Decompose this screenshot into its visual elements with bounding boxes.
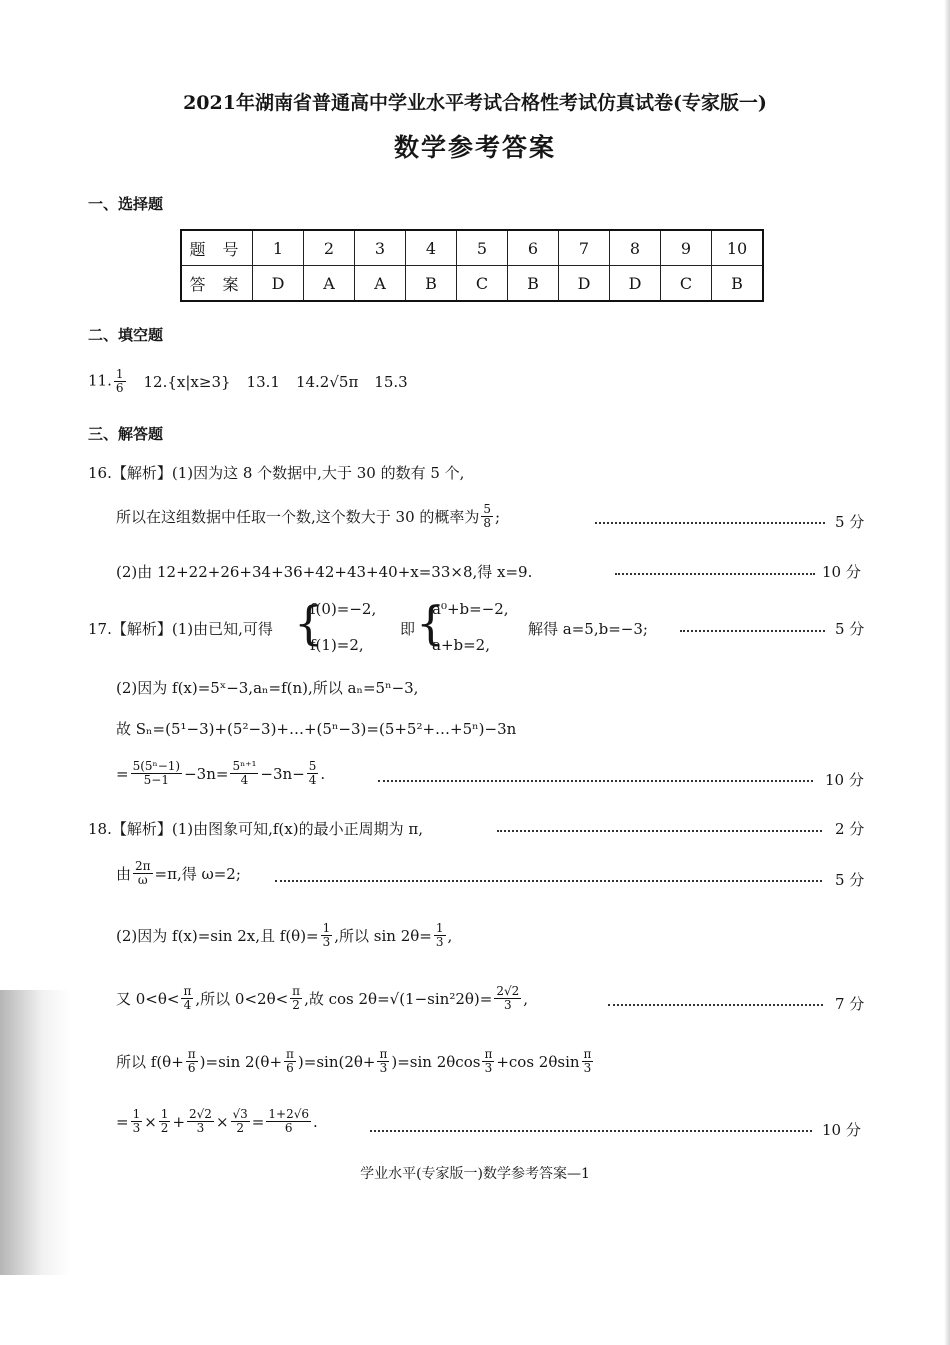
fraction: $\frac{1}{3}$ (132, 1107, 141, 1135)
score-label: 10 分 (822, 1121, 861, 1139)
q18-line5: 所以 f(θ+ $\frac{\pi}{6}$ )=sin 2(θ+ $\frac{\pi}{6}$ )=sin(2θ+ $\frac{\pi}{3}$ )=sin 2θcos $\frac{\pi}{3}$ +cos 2θsin $\frac{\pi}{3}$ (116, 1047, 592, 1075)
q16-line3: (2)由 12+22+26+34+36+42+43+40+x=33×8,得 x=9. (116, 563, 533, 581)
question-number: 8 (610, 230, 661, 266)
fraction: $\frac{1}{2}$ (160, 1107, 169, 1135)
answer-cell: A (304, 266, 355, 302)
fill-answers (88, 368, 408, 395)
q17-lead: 17.【解析】(1)由已知,可得 (88, 620, 273, 638)
question-number: 7 (559, 230, 610, 266)
fraction: $\frac{5}{8}$ (483, 502, 492, 530)
question-number: 2 (304, 230, 355, 266)
answer-cell: B (712, 266, 764, 302)
q17-system1-a: f(0)=−2, (310, 600, 377, 618)
q17-system2-b: a+b=2, (432, 636, 490, 654)
fraction: $\frac{2\pi}{\omega}$ (135, 859, 151, 887)
answer-cell: C (661, 266, 712, 302)
q16-line2: 所以在这组数据中任取一个数,这个数大于 30 的概率为 $\frac{5}{8}$ ; (116, 502, 501, 530)
answer-12: 12.{x|x≥3} (143, 372, 231, 391)
fraction: $\frac{1+2√6}{6}$ (268, 1107, 309, 1135)
q18-line6: = $\frac{1}{3}$ × $\frac{1}{2}$ + $\frac{2√2}{3}$ × $\frac{√3}{2}$ = $\frac{1+2√6}{6}$ . (116, 1107, 318, 1135)
section-heading-choice: 一、选择题 (88, 195, 164, 213)
fraction: $\frac{1}{6}$ (115, 367, 124, 395)
leader-dots (370, 1130, 812, 1132)
q16-line1: 16.【解析】(1)因为这 8 个数据中,大于 30 的数有 5 个, (88, 464, 465, 482)
score-label: 10 分 (825, 771, 864, 789)
leader-dots (497, 830, 822, 832)
question-number: 5 (457, 230, 508, 266)
q17-mid: 即 (400, 620, 416, 638)
question-number: 1 (253, 230, 304, 266)
q17-system2-a: a⁰+b=−2, (432, 600, 509, 618)
answer-13: 13.1 (246, 372, 280, 391)
fraction: $\frac{\text{5ⁿ⁺¹}}{4}$ (232, 759, 257, 787)
question-number: 9 (661, 230, 712, 266)
score-label: 10 分 (822, 563, 861, 581)
q18-line4: 又 0<θ< $\frac{\pi}{4}$ ,所以 0<2θ< $\frac{\pi}{2}$ ,故 cos 2θ=√(1−sin²2θ)= $\frac{2√2}{3}$ , (116, 984, 529, 1012)
fraction: $\frac{2√2}{3}$ (189, 1107, 212, 1135)
fraction: $\frac{2√2}{3}$ (496, 984, 520, 1012)
answer-11: 11. $\frac{1}{6}$ (88, 367, 124, 395)
leader-dots (378, 780, 813, 782)
section-heading-fill: 二、填空题 (88, 326, 164, 344)
q17-solve: 解得 a=5,b=−3; (528, 620, 648, 638)
answer-cell: D (559, 266, 610, 302)
answer-cell: A (355, 266, 406, 302)
page-title: 2021年湖南省普通高中学业水平考试合格性考试仿真试卷(专家版一) (183, 92, 767, 114)
leader-dots (680, 630, 825, 632)
answer-14: 14.2√5π (295, 372, 359, 391)
score-label: 7 分 (835, 995, 865, 1013)
fraction: $\frac{\pi}{6}$ (286, 1047, 294, 1075)
fraction: $\frac{5}{4}$ (308, 759, 317, 787)
fraction: $\frac{1}{3}$ (435, 921, 444, 949)
question-number: 3 (355, 230, 406, 266)
fraction: $\frac{√3}{2}$ (232, 1107, 248, 1135)
q18-line1: 18.【解析】(1)由图象可知,f(x)的最小正周期为 π, (88, 820, 423, 838)
row-label: 题 号 (181, 230, 253, 266)
fraction: $\frac{\pi}{4}$ (183, 984, 192, 1012)
answer-15: 15.3 (374, 372, 408, 391)
page-subtitle: 数学参考答案 (393, 133, 556, 162)
fraction: $\frac{\pi}{3}$ (379, 1047, 388, 1075)
leader-dots (595, 522, 825, 524)
q18-line3: (2)因为 f(x)=sin 2x,且 f(θ)= $\frac{1}{3}$ ,所以 sin 2θ= $\frac{1}{3}$ , (116, 921, 453, 949)
q17-line4: = $\frac{\text{5(5ⁿ−1)}}{5-1}$ −3n= $\frac{\text{5ⁿ⁺¹}}{4}$ −3n− $\frac{5}{4}$ . (116, 759, 326, 787)
question-number: 6 (508, 230, 559, 266)
table-row-answers (181, 266, 763, 302)
q17-system1-b: f(1)=2, (310, 636, 364, 654)
score-label: 5 分 (835, 620, 865, 638)
score-label: 5 分 (835, 871, 865, 889)
answer-cell: B (508, 266, 559, 302)
fraction: $\frac{1}{3}$ (322, 921, 331, 949)
brace: { (416, 596, 446, 650)
fraction: $\frac{\pi}{3}$ (484, 1047, 493, 1075)
question-number: 10 (712, 230, 764, 266)
answer-cell: C (457, 266, 508, 302)
row-label: 答 案 (181, 266, 253, 302)
leader-dots (608, 1004, 823, 1006)
leader-dots (275, 880, 822, 882)
answer-cell: B (406, 266, 457, 302)
brace: { (294, 596, 324, 650)
answer-cell: D (610, 266, 661, 302)
fraction: $\frac{\pi}{3}$ (583, 1047, 592, 1075)
page-footer: 学业水平(专家版一)数学参考答案—1 (360, 1166, 590, 1182)
q17-line3: 故 Sₙ=(5¹−3)+(5²−3)+…+(5ⁿ−3)=(5+5²+…+5ⁿ)−3n (116, 720, 517, 738)
question-number: 4 (406, 230, 457, 266)
fraction: $\frac{\pi}{2}$ (292, 984, 301, 1012)
table-row-numbers (181, 230, 763, 266)
leader-dots (615, 573, 815, 575)
scan-shadow (0, 990, 70, 1275)
section-heading-solve: 三、解答题 (88, 425, 164, 443)
q18-line2: 由 $\frac{2\pi}{\omega}$ =π,得 ω=2; (116, 859, 241, 887)
answer-table (180, 229, 764, 302)
answer-cell: D (253, 266, 304, 302)
fraction: $\frac{\pi}{6}$ (187, 1047, 196, 1075)
page-edge (944, 0, 950, 1345)
score-label: 2 分 (835, 820, 865, 838)
score-label: 5 分 (835, 513, 865, 531)
q17-line2: (2)因为 f(x)=5ˣ−3,aₙ=f(n),所以 aₙ=5ⁿ−3, (116, 679, 419, 697)
fraction: $\frac{\text{5(5ⁿ−1)}}{5-1}$ (132, 759, 181, 787)
